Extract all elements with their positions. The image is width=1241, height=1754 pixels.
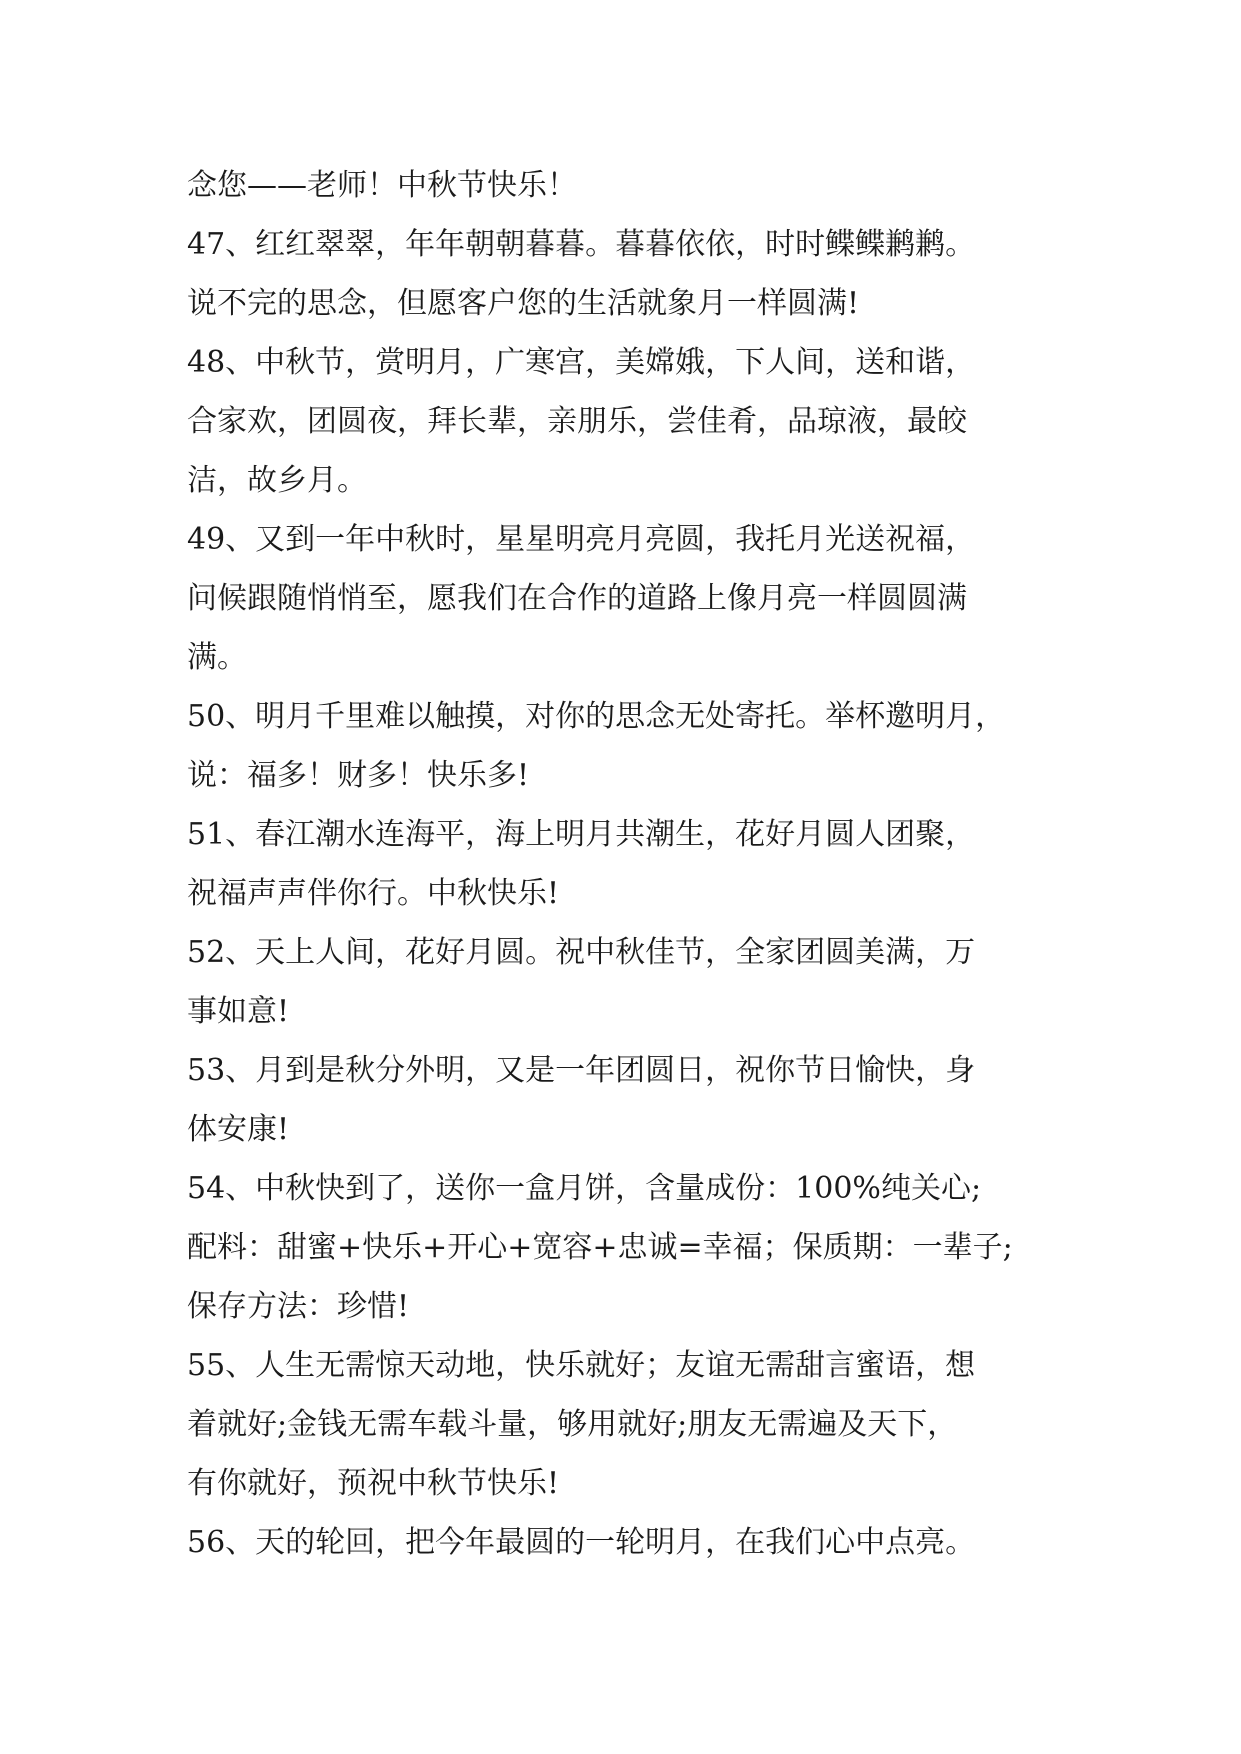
text-line: 48、中秋节，赏明月，广寒宫，美嫦娥，下人间，送和谐，	[187, 345, 976, 380]
text-line: 体安康!	[187, 1112, 290, 1147]
text-line: 54、中秋快到了，送你一盒月饼，含量成份：100%纯关心;	[187, 1171, 982, 1206]
text-line: 满。	[187, 640, 247, 675]
text-line: 说不完的思念，但愿客户您的生活就象月一样圆满!	[187, 286, 860, 321]
text-line: 念您——老师！中秋节快乐！	[187, 168, 577, 203]
text-line: 洁，故乡月。	[187, 463, 367, 498]
text-line: 52、天上人间，花好月圆。祝中秋佳节，全家团圆美满，万	[187, 935, 976, 970]
text-line: 合家欢，团圆夜，拜长辈，亲朋乐，尝佳肴，品琼液，最皎	[187, 404, 967, 439]
text-line: 配料：甜蜜+快乐+开心+宽容+忠诚=幸福；保质期：一辈子;	[187, 1230, 1013, 1265]
text-line: 事如意!	[187, 994, 290, 1029]
text-line: 53、月到是秋分外明，又是一年团圆日，祝你节日愉快，身	[187, 1053, 976, 1088]
document-body	[187, 156, 1077, 1572]
text-line: 祝福声声伴你行。中秋快乐!	[187, 876, 560, 911]
text-line: 51、春江潮水连海平，海上明月共潮生，花好月圆人团聚，	[187, 817, 976, 852]
text-line: 56、天的轮回，把今年最圆的一轮明月，在我们心中点亮。	[187, 1525, 976, 1560]
text-line: 保存方法：珍惜!	[187, 1289, 410, 1324]
text-line: 55、人生无需惊天动地，快乐就好；友谊无需甜言蜜语，想	[187, 1348, 976, 1383]
text-line: 问候跟随悄悄至，愿我们在合作的道路上像月亮一样圆圆满	[187, 581, 967, 616]
text-line: 有你就好，预祝中秋节快乐!	[187, 1466, 560, 1501]
text-line: 说：福多！财多！快乐多!	[187, 758, 530, 793]
text-line: 50、明月千里难以触摸，对你的思念无处寄托。举杯邀明月，	[187, 699, 1006, 734]
text-line: 49、又到一年中秋时，星星明亮月亮圆，我托月光送祝福，	[187, 522, 976, 557]
text-line: 着就好;金钱无需车载斗量，够用就好;朋友无需遍及天下，	[187, 1407, 958, 1442]
text-line: 47、红红翠翠，年年朝朝暮暮。暮暮依依，时时鲽鲽鹣鹣。	[187, 227, 976, 262]
